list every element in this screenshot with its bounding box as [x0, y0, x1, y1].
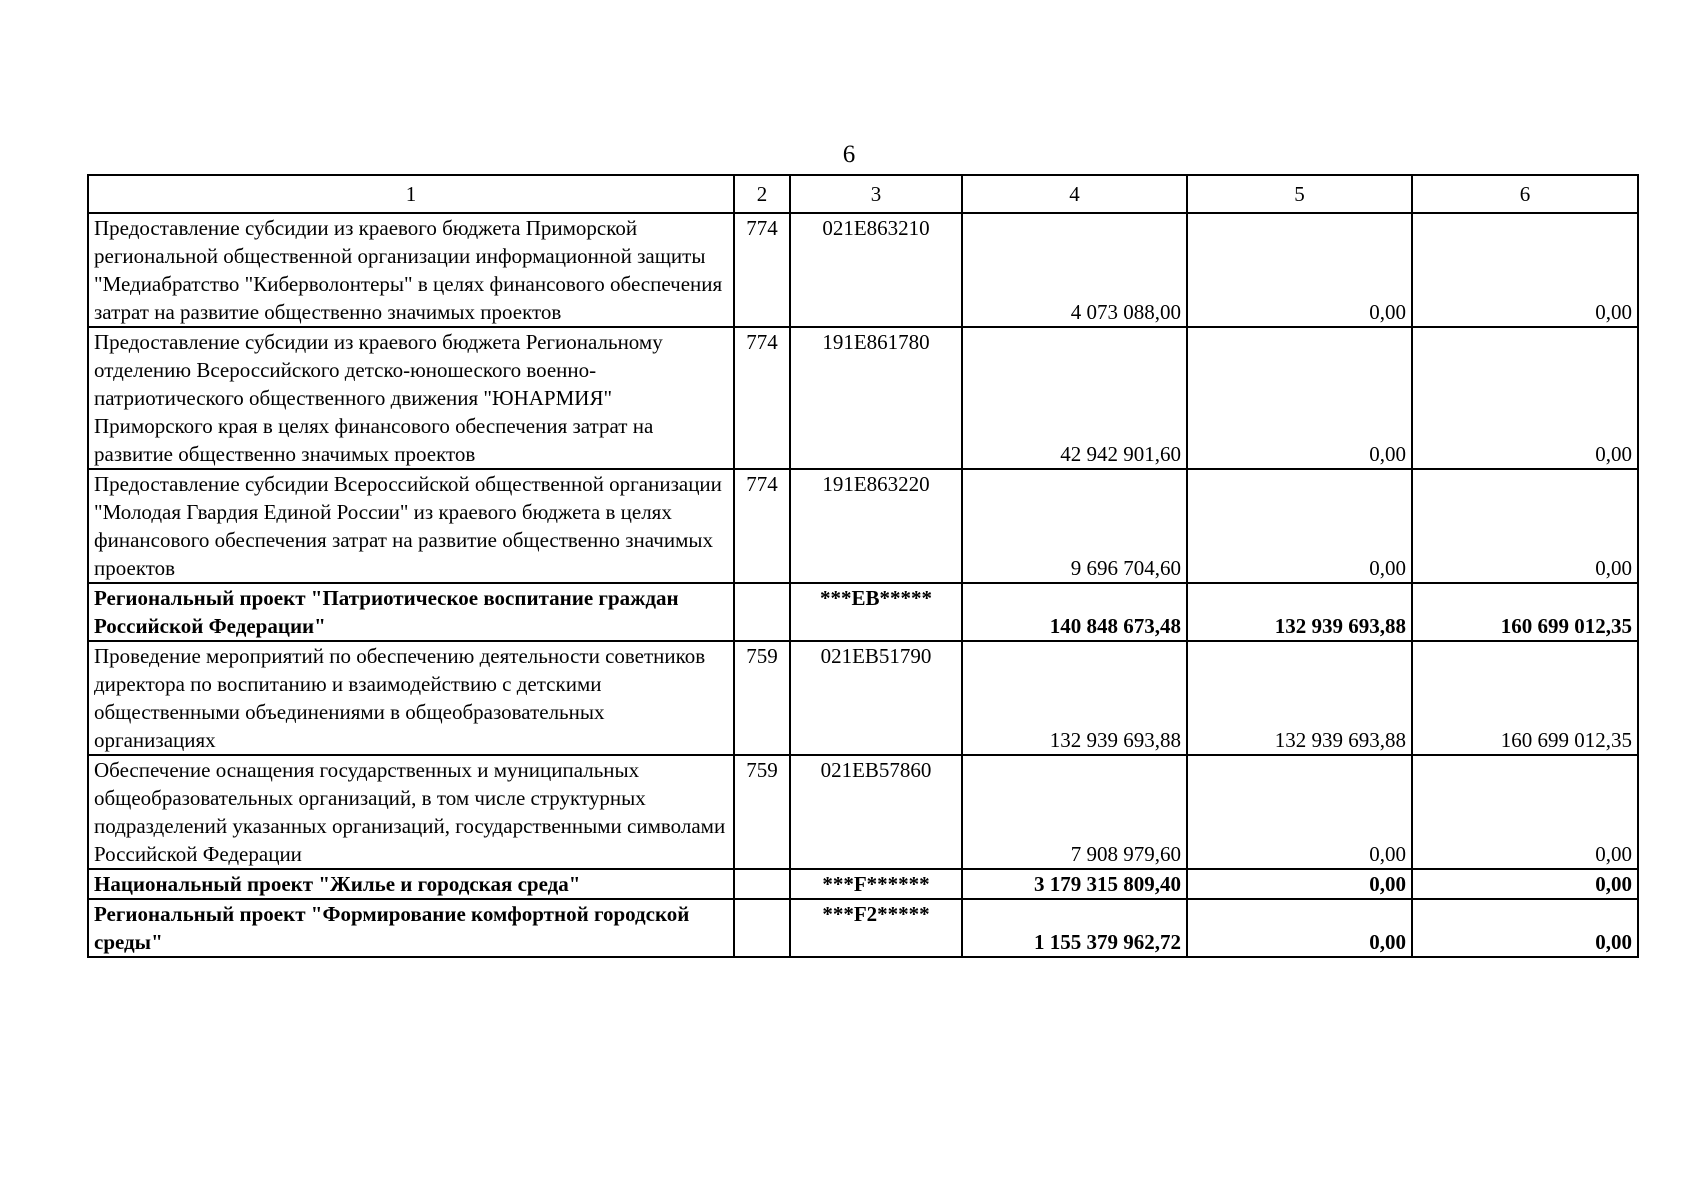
row-code2-cell: 774: [734, 213, 790, 327]
row-code3-cell: 191E861780: [790, 327, 962, 469]
table-row: [88, 755, 1638, 869]
row-code3-cell: 191E863220: [790, 469, 962, 583]
header-col-6: 6: [1412, 175, 1638, 213]
row-value-col4: 42 942 901,60: [962, 327, 1187, 469]
header-col-5: 5: [1187, 175, 1412, 213]
row-code2-cell: [734, 899, 790, 957]
row-value-col4: 140 848 673,48: [962, 583, 1187, 641]
budget-table: [87, 174, 1639, 958]
row-value-col6: 0,00: [1412, 869, 1638, 899]
row-code2-cell: [734, 869, 790, 899]
row-value-col6: 0,00: [1412, 755, 1638, 869]
row-value-col5: 0,00: [1187, 469, 1412, 583]
row-code3-cell: ***F******: [790, 869, 962, 899]
row-code3-cell: ***EB*****: [790, 583, 962, 641]
row-code3-cell: ***F2*****: [790, 899, 962, 957]
row-value-col4: 3 179 315 809,40: [962, 869, 1187, 899]
row-value-col6: 0,00: [1412, 899, 1638, 957]
row-value-col5: 132 939 693,88: [1187, 583, 1412, 641]
row-value-col5: 132 939 693,88: [1187, 641, 1412, 755]
row-value-col6: 0,00: [1412, 213, 1638, 327]
table-row: [88, 641, 1638, 755]
row-code2-cell: 774: [734, 327, 790, 469]
header-col-4: 4: [962, 175, 1187, 213]
row-name-cell: Региональный проект "Патриотическое воспитание граждан Российской Федерации": [88, 583, 734, 641]
row-value-col4: 7 908 979,60: [962, 755, 1187, 869]
row-value-col4: 132 939 693,88: [962, 641, 1187, 755]
row-name-cell: Региональный проект "Формирование комфортной городской среды": [88, 899, 734, 957]
row-code3-cell: 021E863210: [790, 213, 962, 327]
table-row: [88, 327, 1638, 469]
table-row: [88, 899, 1638, 957]
row-name-cell: Предоставление субсидии из краевого бюджета Приморской региональной общественной организации информационной защиты "Медиабратство "Киберволонтеры" в целях финансового обеспечения затрат на развитие общественно значимых проектов: [88, 213, 734, 327]
row-value-col5: 0,00: [1187, 327, 1412, 469]
row-code2-cell: 759: [734, 755, 790, 869]
table-row: [88, 583, 1638, 641]
row-code3-cell: 021EB57860: [790, 755, 962, 869]
table-body: [88, 213, 1638, 957]
table-row: [88, 213, 1638, 327]
table-header-row: [88, 175, 1638, 213]
row-value-col5: 0,00: [1187, 213, 1412, 327]
row-name-cell: Национальный проект "Жилье и городская среда": [88, 869, 734, 899]
row-value-col5: 0,00: [1187, 869, 1412, 899]
row-name-cell: Обеспечение оснащения государственных и муниципальных общеобразовательных организаций, в том числе структурных подразделений указанных организаций, государственными символами Российской Федерации: [88, 755, 734, 869]
row-value-col6: 0,00: [1412, 327, 1638, 469]
row-value-col6: 160 699 012,35: [1412, 583, 1638, 641]
row-name-cell: Предоставление субсидии из краевого бюджета Региональному отделению Всероссийского детско-юношеского военно-патриотического общественного движения "ЮНАРМИЯ" Приморского края в целях финансового обеспечения затрат на развитие общественно значимых проектов: [88, 327, 734, 469]
row-code2-cell: [734, 583, 790, 641]
row-value-col6: 0,00: [1412, 469, 1638, 583]
row-value-col5: 0,00: [1187, 755, 1412, 869]
row-value-col5: 0,00: [1187, 899, 1412, 957]
header-col-3: 3: [790, 175, 962, 213]
header-col-1: 1: [88, 175, 734, 213]
row-value-col4: 4 073 088,00: [962, 213, 1187, 327]
row-value-col4: 9 696 704,60: [962, 469, 1187, 583]
table-row: [88, 469, 1638, 583]
row-code2-cell: 774: [734, 469, 790, 583]
row-value-col4: 1 155 379 962,72: [962, 899, 1187, 957]
row-code3-cell: 021EB51790: [790, 641, 962, 755]
page-number: 6: [842, 141, 856, 168]
row-code2-cell: 759: [734, 641, 790, 755]
row-name-cell: Проведение мероприятий по обеспечению деятельности советников директора по воспитанию и взаимодействию с детскими общественными объединениями в общеобразовательных организациях: [88, 641, 734, 755]
table-row: [88, 869, 1638, 899]
header-col-2: 2: [734, 175, 790, 213]
row-name-cell: Предоставление субсидии Всероссийской общественной организации "Молодая Гвардия Единой России" из краевого бюджета в целях финансового обеспечения затрат на развитие общественно значимых проектов: [88, 469, 734, 583]
row-value-col6: 160 699 012,35: [1412, 641, 1638, 755]
